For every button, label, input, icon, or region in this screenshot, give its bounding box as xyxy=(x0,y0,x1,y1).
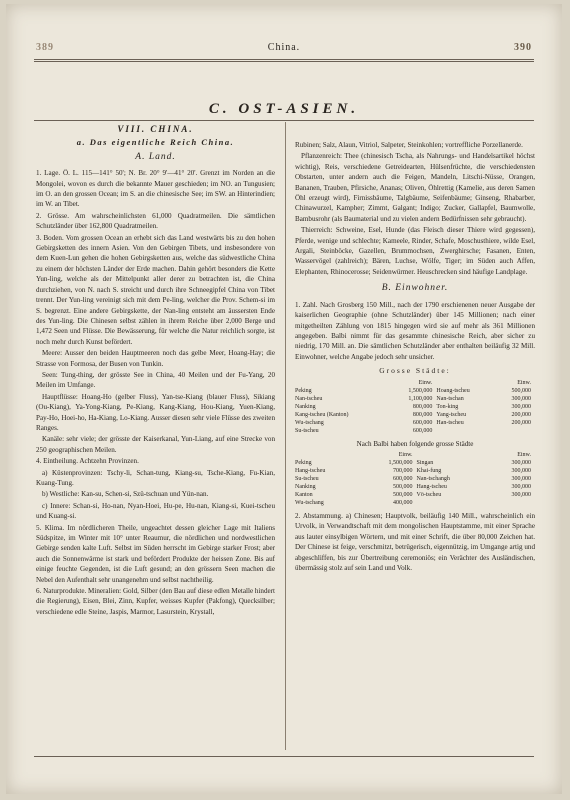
city-population: 300,000 xyxy=(511,459,531,466)
city-name: Kanton xyxy=(295,491,313,498)
city-name: Su-tscheu xyxy=(295,475,319,482)
paragraph-pflanzenreich: Pflanzenreich: Thee (chinesisch Tscha, als Nahrungs- und Handelsartikel höchst wichtig), Reis, verschiedene Getreidearten, Hülsenfrüchte, die verschiedensten Obstarten, unter andern auch die Feigen, Mandeln, Litschi-Nüsse, Orangen, Bananen, Trauben, Pfirsiche, Ananas; Oliven, Öhlrettig (Kamelie, aus deren Samen Öhl erzeugt wird), Firnissbäume, Talgbäume, Seifenbäume; Ginseng, Rhabarber, Chinawurzel, Kampher; Zimmt, Galgant; Indigo; Zucker, Gallapfel, Baumwolle, Bambusrohr (als Baumaterial und zu vielen andern Bedürfnissen sehr gebraucht). xyxy=(295,152,535,223)
city-population: 600,000 xyxy=(393,475,413,482)
city-population: 200,000 xyxy=(511,419,531,426)
city-population: 1,500,000 xyxy=(388,459,413,466)
city-name: Peking xyxy=(295,387,312,394)
left-column xyxy=(36,124,275,618)
paragraph-seen: Seen: Tung-thing, der grösste See in China, 40 Meilen und der Fu-Yang, 20 Meilen im Umfange. xyxy=(36,370,275,390)
city-population: 800,000 xyxy=(412,403,433,410)
city-name: Khai-fung xyxy=(416,467,442,474)
running-header xyxy=(36,42,532,56)
table-row xyxy=(295,403,535,411)
city-population: 500,000 xyxy=(511,387,531,394)
page-number-right: 390 xyxy=(514,42,532,53)
einw-header: Einw. xyxy=(418,379,433,386)
city-population: 300,000 xyxy=(511,467,531,474)
table-row xyxy=(295,475,535,483)
city-population xyxy=(486,499,535,507)
paragraph-naturprodukte: 6. Naturprodukte. Mineralien: Gold, Silber (den Bau auf diese edlen Metalle hindert die Regierung), Eisen, Blei, Zinn, Kupfer, weisses Kupfer (Pakfong), Quecksilber; verschiedene edle Steine, Jaspis, Marmor, Lasurstein, Krystall, xyxy=(36,587,275,616)
city-population: 300,000 xyxy=(511,475,531,482)
paragraph-innere: c) Innere: Schan-si, Ho-nan, Nyan-Hoei, Hu-pe, Hu-nan, Kiang-si, Kuei-tscheu und Kuang-si. xyxy=(36,501,275,521)
paragraph-lage: 1. Lage. Ö. L. 115—141° 50'; N. Br. 20° 9'—41° 20'. Grenzt im Norden an die Mongolei, wovon es durch die bekannte Mauer geschieden; im NO. an Tungusien; im O. an den grossen Ocean; im S. an die chinesische See; im SW. an Hinterindien; im W. an Tibet. xyxy=(36,169,275,209)
table-row xyxy=(295,483,535,491)
city-population: 300,000 xyxy=(511,403,531,410)
city-name: Peking xyxy=(295,459,312,466)
city-name: Nan-tschangh xyxy=(416,475,450,482)
city-name xyxy=(436,427,494,435)
paragraph-meere: Meere: Ausser den beiden Hauptmeeren noch das gelbe Meer, Hoang-Hay; die Strasse von Formosa, der Busen von Tunkin. xyxy=(36,349,275,368)
table-row xyxy=(295,491,535,499)
table-row xyxy=(295,459,535,467)
table-row xyxy=(295,419,535,427)
paragraph-klima: 5. Klima. Im nördlicheren Theile, ungeachtet dessen gleicher Lage mit Italiens Südspitze, im Winter mit 10° unter Reaumur, die nördlichen und nordwestlichen Gebirge senden kalte Luft. Selbst im Süden herrscht im Gebirge starker Frost; aber auch die Sonnenwärme ist stark und befördert Produkte der heissen Zone. Bis auf einige feuchte Gegenden, ist die Luft gesund; an den grössern Seen machen die Nebel den Aufenthalt sehr unangenehm und selbst nachtheilig. xyxy=(36,523,275,584)
city-population: 400,000 xyxy=(393,499,413,506)
city-name: Nanking xyxy=(295,403,316,410)
section-title: C. OST-ASIEN. xyxy=(208,101,360,117)
city-name: Nan-tscheu xyxy=(295,395,323,402)
city-name: Nanking xyxy=(295,483,316,490)
city-population: 500,000 xyxy=(393,483,413,490)
city-population: 200,000 xyxy=(511,411,531,418)
city-population: 800,000 xyxy=(412,411,433,418)
city-name: Wu-tschang xyxy=(295,499,324,506)
page-number-left: 389 xyxy=(36,42,54,53)
city-name: Hoang-tscheu xyxy=(436,387,470,394)
table-row xyxy=(295,395,535,403)
einw-header: Einw. xyxy=(517,451,531,458)
city-population: 600,000 xyxy=(412,419,433,426)
part-a-title: A. Land. xyxy=(135,151,176,162)
city-population xyxy=(494,427,535,435)
footer-rule xyxy=(34,756,534,757)
paragraph-hauptfluesse: Hauptflüsse: Hoang-Ho (gelber Fluss), Yan-tse-Kiang (blauer Fluss), Sikiang (Ou-Kiang), Ya-Yong-Kiang, Pe-Kiang, Kang-Kiang, Hou-Kiang, Yuen-Kiang, Pay-Ho, Hoei-ho, Ha-Kiang, Lo-Kiang. Ausser diesen sehr viele Flüsse des zweiten Ranges. xyxy=(36,392,275,432)
city-population: 300,000 xyxy=(511,491,531,498)
paragraph-boden: 3. Boden. Vom grossen Ocean an erhebt sich das Land westwärts bis zu den hohen Gebirgsketten des innern Asien. Von den Gebirgen Tibets, und insbesondere von dem Kuen-Lun gehen die hohen Gebirgsketten aus, welche das südwestliche China zu einem der höchsten Länder der Erde machen. Dahin gehört besonders die Kette Yun-ling, welche als der Mittelpunkt aller derer zu betrachten ist, die China durchziehen, von N. nach S. streicht und durch ihre Schneegipfel China von Tibet trennt. Der Yun-ling vereinigt sich mit dem Pe-ling, welcher die Prov. Schem-si im S. begrenzt. Eine andere Gebirgskette, der Nan-ling entsteht am äussersten Ende des Yun-ling. Die Chinesen selbst zählen in ihrem Reiche über 2,000 Berge und 1,472 Seen und Flüsse. Die Bewässerung, für welche die Natur reichlich sorgte, ist noch mehr durch Kunst befördert. xyxy=(36,233,275,346)
city-name: Singan xyxy=(416,459,434,466)
city-population: 1,500,000 xyxy=(408,387,433,394)
part-b-title: B. Einwohner. xyxy=(381,283,449,294)
city-population: 1,100,000 xyxy=(408,395,433,402)
city-name: Vö-tscheu xyxy=(416,491,442,498)
balbi-intro: Nach Balbi haben folgende grosse Städte xyxy=(356,439,474,448)
paragraph-kanaele: Kanäle: sehr viele; der grösste der Kaiserkanal, Yun-Liang, auf eine Strecke von 250 geographischen Meilen. xyxy=(36,435,275,454)
table-row xyxy=(295,387,535,395)
header-rule xyxy=(34,59,534,62)
paragraph-rubinen: Rubinen; Salz, Alaun, Vitriol, Salpeter, Steinkohlen; vortreffliche Porzellanerde. xyxy=(295,141,523,149)
paragraph-zahl: 1. Zahl. Nach Grosberg 150 Mill., nach der 1790 erschienenen neuer Ausgabe der kaiserlichen Geographie (ohne Schutzländer) über 145 Millionen; nach einer mitgetheilten Zählung von 1815 hingegen wird sie auf mehr als 361 Millionen angegeben. Balbi nimmt für das gesammte chinesische Reich, aber sicher zu niedrig, 170 Mill. an. Die sämtlichen Schutzländer aber enthalten beiläufig 32 Mill. Einwohner, welche Angabe jedoch sehr unsicher. xyxy=(295,300,535,361)
city-population: 300,000 xyxy=(511,395,531,402)
city-name: Su-tscheu xyxy=(295,427,319,434)
city-name: Hang-tscheu xyxy=(295,467,326,474)
city-name: Kang-tscheu (Kanton) xyxy=(295,411,349,418)
paragraph-westliche: b) Westliche: Kan-su, Schen-si, Szü-tschuan und Yün-nan. xyxy=(42,490,209,499)
column-divider xyxy=(285,122,286,750)
city-name: Nan-tschan xyxy=(436,395,464,402)
city-name: Yang-tscheu xyxy=(436,411,467,418)
cities-table-2 xyxy=(295,451,535,507)
book-page xyxy=(6,4,562,794)
city-population: 500,000 xyxy=(393,491,413,498)
title-rule xyxy=(34,120,534,121)
paragraph-kuestenprovinzen: a) Küstenprovinzen: Tschy-li, Schan-tung, Kiang-su, Tsche-Kiang, Fu-Kian, Kuang-Tung. xyxy=(36,468,275,487)
cities-title: Grosse Städte: xyxy=(379,366,451,376)
paragraph-abstammung: 2. Abstammung. a) Chinesen; Hauptvolk, beiläufig 140 Mill., wahrscheinlich ein Urvolk, in Verwandtschaft mit dem mongolischen Hauptstamme, mit einer Sprache aus lauter einsylbigen Wörtern, und mit einer Schrift, die über 80,000 Zeichen hat. Der Chinese ist feige, verschmitzt, betrügerisch, eigennützig, im Umgange artig und abgeschliffen, bis zur Übertreibung ceremoniös; ein Verächter des Ausländischen, übermässig stolz auf sein Land und Volk. xyxy=(295,511,535,572)
table-row xyxy=(295,427,535,435)
city-name: Hang-tscheu xyxy=(416,483,447,490)
table-row xyxy=(295,467,535,475)
einw-header: Einw. xyxy=(398,451,413,458)
paragraph-thierreich: Thierreich: Schweine, Esel, Hunde (das Fleisch dieser Thiere wird gegessen), Pferde, wenige und schlechte; Kameele, Rinder, Schafe, Moschusthiere, wilde Esel, Argali, Steinböcke, Gazellen, Brummochsen, Zwerghirsche; Fasanen, Enten, Wasservögel (zahlreich); Bären, Luchse, Wölfe, Tiger; im Süden auch Affen, Elephanten, Rhinocerosse; Seidenwürmer. Heuschrecken sind häufige Landplage. xyxy=(295,226,535,276)
table-row xyxy=(295,411,535,419)
paragraph-eintheilung: 4. Eintheilung. Achtzehn Provinzen. xyxy=(36,457,139,466)
einw-header: Einw. xyxy=(517,379,531,386)
city-population: 300,000 xyxy=(511,483,531,490)
cities-table-1 xyxy=(295,379,535,435)
city-name xyxy=(417,499,486,507)
table-row xyxy=(295,499,535,507)
subchapter-title: a. Das eigentliche Reich China. xyxy=(76,137,235,148)
chapter-title: VIII. CHINA. xyxy=(117,124,194,134)
right-column xyxy=(295,140,535,574)
city-name: Ton-king xyxy=(436,403,459,410)
city-population: 700,000 xyxy=(393,467,413,474)
running-title: China. xyxy=(267,42,301,53)
city-name: Han-tscheu xyxy=(436,419,464,426)
city-population: 600,000 xyxy=(412,427,433,434)
paragraph-groesse: 2. Grösse. Am wahrscheinlichsten 61,000 Quadratmeilen. Die sämtlichen Schutzländer über 162,800 Quadratmeilen. xyxy=(36,211,275,231)
city-name: Wu-tschang xyxy=(295,419,324,426)
